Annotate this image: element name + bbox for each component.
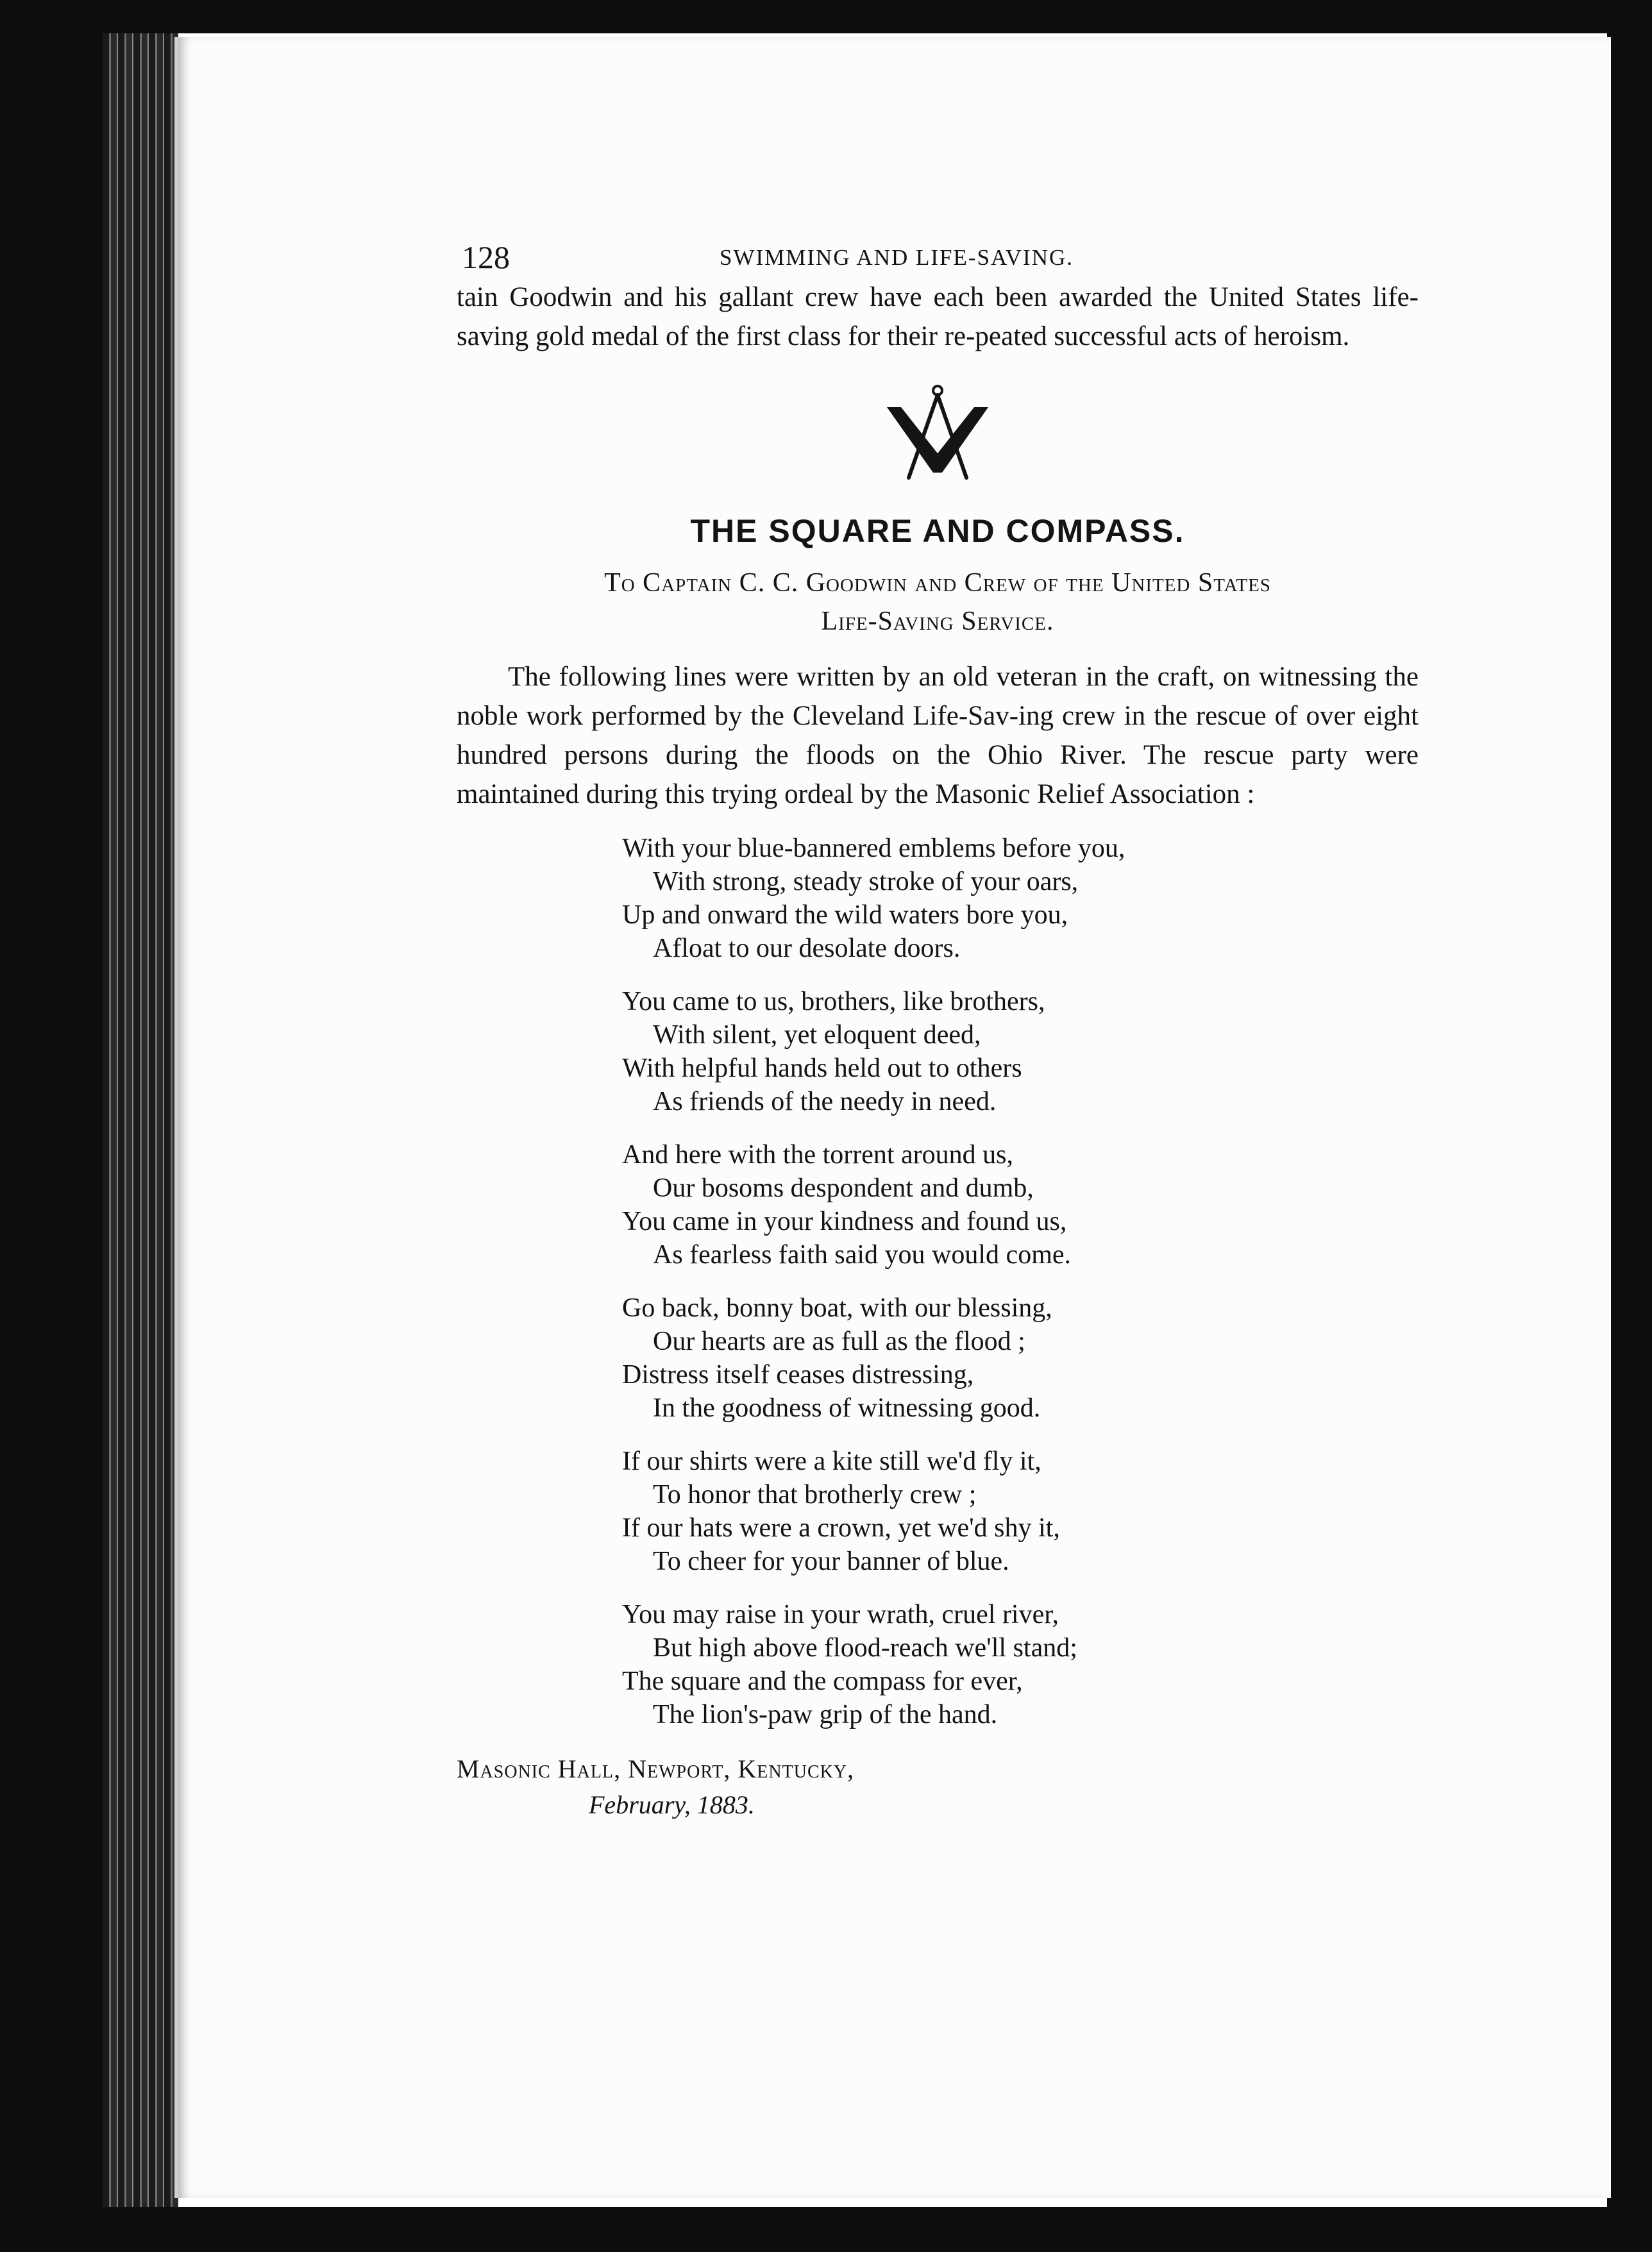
poem-line: Go back, bonny boat, with our blessing, [622,1293,1052,1323]
poem-line: As friends of the needy in need. [653,1087,997,1116]
poem-line: Our bosoms despondent and dumb, [653,1173,1034,1203]
poem-line: If our shirts were a kite still we'd fly it, [622,1447,1041,1476]
poem-stanza [622,832,1419,965]
poem-line: And here with the torrent around us, [622,1140,1014,1170]
running-head [457,231,1419,276]
intro-paragraph: tain Goodwin and his gallant crew have each been awarded the United States life-saving gold medal of the first class for their re-peated successful acts of heroism. [457,282,1419,351]
poem-line: As fearless faith said you would come. [653,1240,1072,1270]
scan-border-top [0,0,1652,33]
poem-line: If our hats were a crown, yet we'd shy it, [622,1513,1060,1543]
poem-line: You may raise in your wrath, cruel river, [622,1600,1059,1629]
scan-border-left [0,0,103,2252]
poem-stanza [622,1291,1419,1425]
scan-border-right [1607,0,1652,2252]
poem-line: With strong, steady stroke of your oars, [653,867,1079,896]
poem-stanza [622,1445,1419,1578]
running-title: SWIMMING AND LIFE-SAVING. [720,245,1074,270]
page-number: 128 [462,239,510,275]
poem-line: In the goodness of witnessing good. [653,1393,1041,1423]
poem-stanza [622,1598,1419,1731]
signature-place: Masonic Hall, Newport, Kentucky, [457,1754,855,1783]
square-and-compass-icon [883,382,992,491]
dedication [457,564,1419,641]
poem-line: With silent, yet eloquent deed, [653,1020,981,1050]
poem-line: But high above flood-reach we'll stand; [653,1633,1077,1663]
poem-line: To honor that brotherly crew ; [653,1480,977,1509]
book-page-edges [103,33,178,2207]
section-title: THE SQUARE AND COMPASS. [690,513,1185,549]
poem-line: Up and onward the wild waters bore you, [622,900,1068,930]
dedication-line: To Captain C. C. Goodwin and Crew of the United States [604,568,1271,598]
poem-line: The square and the compass for ever, [622,1667,1023,1696]
signature-date: February, 1883. [589,1790,755,1819]
poem-stanza [622,985,1419,1118]
poem-line: To cheer for your banner of blue. [653,1547,1009,1576]
poem-line: You came to us, brothers, like brothers, [622,987,1045,1016]
poem [622,832,1419,1731]
body-paragraph: The following lines were written by an old veteran in the craft, on witnessing the noble work performed by the Cleveland Life-Sav-ing crew in the rescue of over eight hundred persons during the floods on the Ohio River. The rescue party were maintained during this trying ordeal by the Masonic Relief Association : [457,662,1419,809]
scan-border-bottom [0,2207,1652,2252]
poem-line: Afloat to our desolate doors. [653,934,961,963]
poem-line: Distress itself ceases distressing, [622,1360,974,1390]
signature [457,1751,1419,1823]
poem-line: Our hearts are as full as the flood ; [653,1327,1025,1356]
page-content [457,231,1419,1823]
dedication-line: Life-Saving Service. [821,607,1054,636]
poem-line: The lion's-paw grip of the hand. [653,1700,998,1729]
poem-line: You came in your kindness and found us, [622,1207,1067,1236]
poem-stanza [622,1138,1419,1272]
poem-line: With your blue-bannered emblems before you, [622,834,1125,863]
poem-line: With helpful hands held out to others [622,1054,1022,1083]
